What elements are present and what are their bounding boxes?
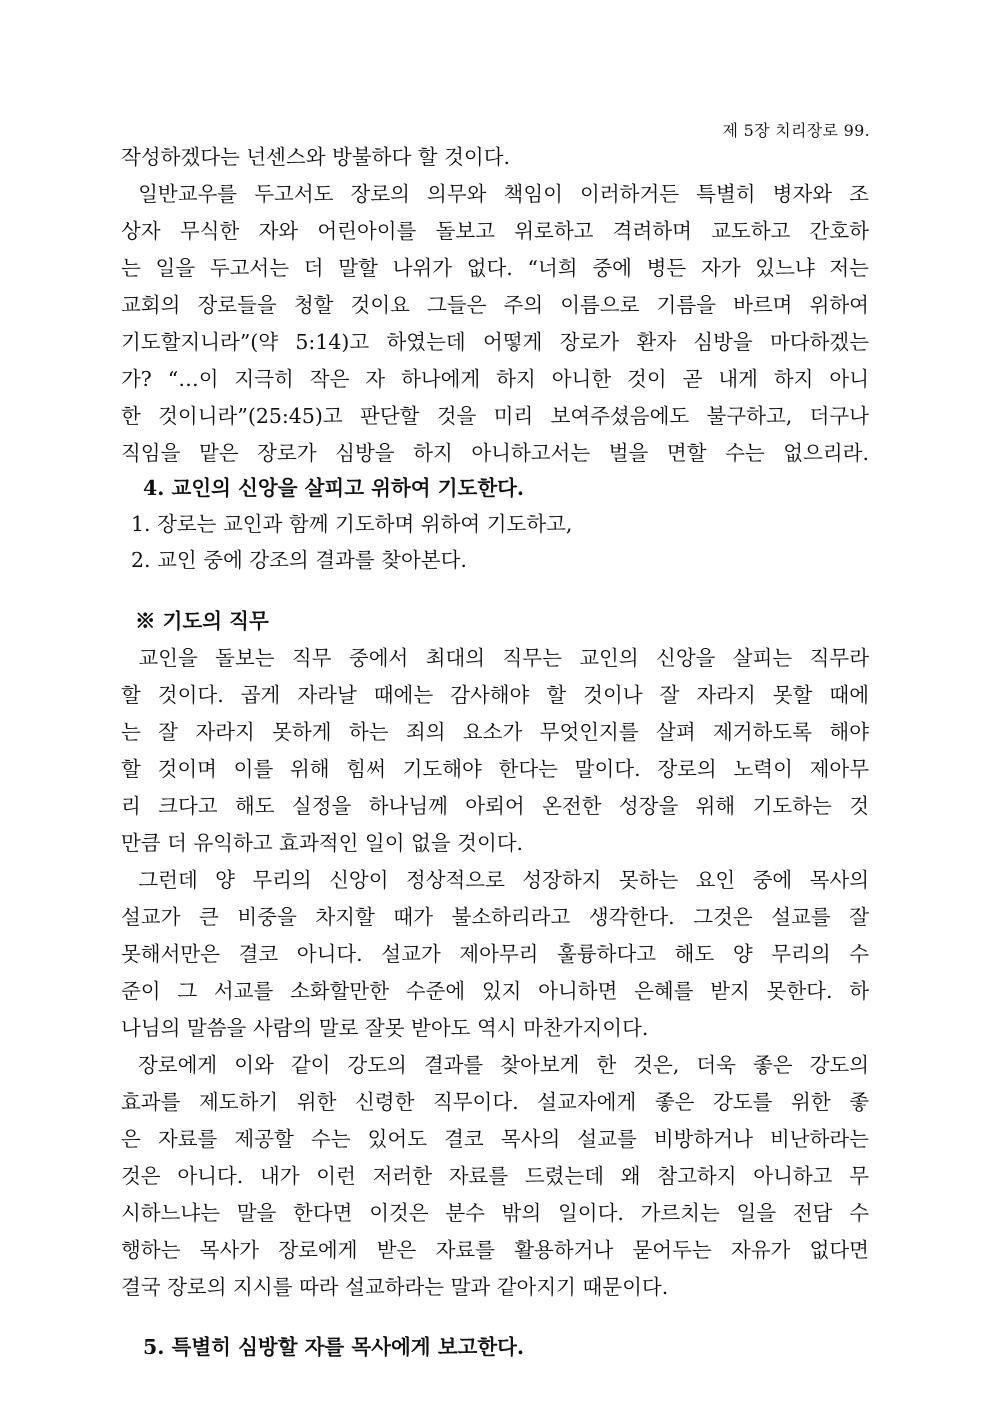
body-text-line: 만큼 더 유익하고 효과적인 일이 없을 것이다. xyxy=(121,831,524,855)
body-text-line: 할 것이며 이를 위해 힘써 기도해야 한다는 말이다. 장로의 노력이 제아무 xyxy=(121,757,869,781)
list-item: 1. 장로는 교인과 함께 기도하며 위하여 기도하고, xyxy=(131,512,573,536)
body-text-line: 시하느냐는 말을 한다면 이것은 분수 밖의 일이다. 가르치는 일을 전담 수 xyxy=(121,1201,869,1225)
section-heading: 5. 특별히 심방할 자를 목사에게 보고한다. xyxy=(143,1335,525,1359)
body-text-line: 교회의 장로들을 청할 것이요 그들은 주의 이름으로 기름을 바르며 위하여 xyxy=(121,293,869,317)
body-text-line: 은 자료를 제공할 수는 있어도 결코 목사의 설교를 비방하거나 비난하라는 xyxy=(121,1127,869,1151)
body-text-line: 준이 그 서교를 소화할만한 수준에 있지 아니하면 은혜를 받지 못한다. 하 xyxy=(121,979,869,1003)
note-heading: ※ 기도의 직무 xyxy=(135,609,269,633)
body-text-line: 것은 아니다. 내가 이런 저러한 자료를 드렸는데 왜 참고하지 아니하고 무 xyxy=(121,1164,869,1188)
body-text-line: 직임을 맡은 장로가 심방을 하지 아니하고서는 벌을 면할 수는 없으리라. xyxy=(121,441,869,465)
body-text-line: 그런데 양 무리의 신앙이 정상적으로 성장하지 못하는 요인 중에 목사의 xyxy=(121,868,869,892)
body-text-line: 는 일을 두고서는 더 말할 나위가 없다. “너희 중에 병든 자가 있느냐 저는 xyxy=(121,256,869,280)
running-header: 제 5장 치리장로 99. xyxy=(722,121,870,140)
body-text-line: 는 잘 자라지 못하게 하는 죄의 요소가 무엇인지를 살펴 제거하도록 해야 xyxy=(121,720,869,744)
body-text-line: 일반교우를 두고서도 장로의 의무와 책임이 이러하거든 특별히 병자와 조 xyxy=(121,182,869,206)
body-text-line: 못해서만은 결코 아니다. 설교가 제아무리 훌륭하다고 해도 양 무리의 수 xyxy=(121,942,869,966)
body-text-line: 나님의 말씀을 사람의 말로 잘못 받아도 역시 마찬가지이다. xyxy=(121,1016,649,1040)
body-text-line: 기도할지니라”(약 5:14)고 하였는데 어떻게 장로가 환자 심방을 마다하겠는 xyxy=(121,330,869,354)
body-text-line: 가? “…이 지극히 작은 자 하나에게 하지 아니한 것이 곧 내게 하지 아니 xyxy=(121,367,869,391)
section-heading: 4. 교인의 신앙을 살피고 위하여 기도한다. xyxy=(143,476,525,500)
body-text-line: 행하는 목사가 장로에게 받은 자료를 활용하거나 묻어두는 자유가 없다면 xyxy=(121,1238,869,1262)
body-text-line: 작성하겠다는 넌센스와 방불하다 할 것이다. xyxy=(121,145,511,169)
list-item: 2. 교인 중에 강조의 결과를 찾아본다. xyxy=(131,548,467,572)
body-text-line: 한 것이니라”(25:45)고 판단할 것을 미리 보여주셨음에도 불구하고, 더구나 xyxy=(121,404,869,428)
body-text-line: 결국 장로의 지시를 따라 설교하라는 말과 같아지기 때문이다. xyxy=(121,1275,669,1299)
body-text-line: 상자 무식한 자와 어린아이를 돌보고 위로하고 격려하며 교도하고 간호하 xyxy=(121,219,869,243)
body-text-line: 할 것이다. 곱게 자라날 때에는 감사해야 할 것이나 잘 자라지 못할 때에 xyxy=(121,683,869,707)
body-text-line: 설교가 큰 비중을 차지할 때가 불소하리라고 생각한다. 그것은 설교를 잘 xyxy=(121,905,869,929)
body-text-line: 장로에게 이와 같이 강도의 결과를 찾아보게 한 것은, 더욱 좋은 강도의 xyxy=(121,1053,869,1077)
body-text-line: 교인을 돌보는 직무 중에서 최대의 직무는 교인의 신앙을 살피는 직무라 xyxy=(121,646,869,670)
body-text-line: 리 크다고 해도 실정을 하나님께 아뢰어 온전한 성장을 위해 기도하는 것 xyxy=(121,794,869,818)
body-text-line: 효과를 제도하기 위한 신령한 직무이다. 설교자에게 좋은 강도를 위한 좋 xyxy=(121,1090,869,1114)
